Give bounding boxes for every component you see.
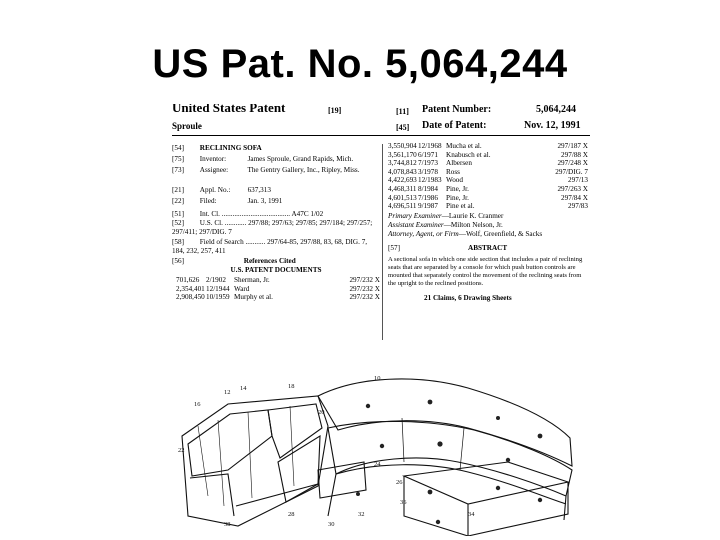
field-inventor: [75] Inventor: James Sproule, Grand Rapids, Mich. [172,155,354,163]
recliner-section [182,396,328,526]
pattern-dot [428,490,433,495]
abstract-heading: ABSTRACT [468,244,508,252]
upholstery-pattern [356,400,542,525]
ref-numeral: 12 [224,389,231,396]
us-docs-heading: U.S. PATENT DOCUMENTS [230,266,322,274]
ref-numeral: 24 [374,461,381,468]
right-reference-row: 3,561,170 6/1971 Knabusch et al. 297/88 X [388,150,588,159]
pattern-dot [436,520,440,524]
sofa-back [318,379,572,466]
ref-numeral: 34 [468,511,475,518]
field-int-cl: [51] Int. Cl. ...................................... A47C 1/02 [172,210,324,218]
number-label: Patent Number: [422,104,492,115]
ref-numeral: 16 [194,401,201,408]
field-refs-cited: [56] References Cited [172,257,296,265]
attorney: Attorney, Agent, or Firm—Wolf, Greenfield, & Sacks [388,230,543,238]
pattern-dot [356,492,360,496]
ref-numeral: 22 [178,447,185,454]
date-code: [45] [396,123,410,132]
sofa-drawing [168,366,592,536]
pattern-dot [437,441,442,446]
footrest-1 [190,474,234,516]
pattern-dot [496,416,500,420]
date-label: Date of Patent: [422,120,487,131]
ref-numeral: 14 [240,385,247,392]
patent-office: United States Patent [172,104,286,115]
ref-numeral: 18 [288,383,295,390]
reference-numerals [178,375,475,528]
office-code: [19] [328,106,342,115]
right-reference-row: 4,601,513 7/1986 Pine, Jr. 297/84 X [388,193,588,202]
pattern-dot [380,444,384,448]
pattern-dot [496,486,500,490]
column-divider [382,144,383,340]
number-code: [11] [396,107,409,116]
ref-numeral: 10 [374,375,381,382]
primary-examiner: Primary Examiner—Laurie K. Cranmer [388,212,504,220]
header-rule [172,135,590,136]
pattern-dot [538,434,543,439]
slide-title: US Pat. No. 5,064,244 [152,42,568,86]
abstract-code: [57] [388,244,400,252]
field-appl-no: [21] Appl. No.: 637,313 [172,186,271,194]
right-reference-row: 3,550,904 12/1968 Mucha et al. 297/187 X [388,142,588,150]
ref-numeral: 28 [288,511,295,518]
footrest-2 [278,436,320,502]
ref-numeral: 38 [224,521,231,528]
right-reference-row: 3,744,812 7/1973 Albersen 297/248 X [388,159,588,168]
right-reference-row: 4,422,693 12/1983 Wood 297/13 [388,176,588,185]
right-reference-row: 4,468,311 8/1984 Pine, Jr. 297/263 X [388,185,588,193]
right-reference-row: 4,696,511 9/1987 Pine et al. 297/83 [388,202,588,211]
ref-numeral: 20 [318,409,325,416]
sofa-outline [182,379,572,536]
ref-numeral: 30 [328,521,335,528]
base-rail [236,484,318,506]
inventor-short: Sproule [172,121,202,131]
pattern-dot [538,498,542,502]
chaise-sides [404,476,568,536]
assistant-examiner: Assistant Examiner—Milton Nelson, Jr. [388,221,503,229]
sofa-seat [328,421,572,496]
field-us-cl: [52] U.S. Cl. ............ 297/88; 297/63; 297/85; 297/184; 297/257; 297/411; 297/DIG. 7 [172,219,373,236]
ref-numeral: 36 [400,499,407,506]
left-reference-row: 2,908,450 10/1959 Murphy et al. 297/232 X [176,293,380,302]
abstract-text: A sectional sofa in which one side section that includes a pair of reclining seats that are separated by a console for which push button controls are mounted that separately control the movement of the reclining seats from the upright to the reclined positions. [388,256,583,287]
field-search: [58] Field of Search ........... 297/64-85, 297/88, 83, 68, DIG. 7, 184, 232, 257, 411 [172,238,368,255]
ref-numeral: 26 [396,479,403,486]
claims-line: 21 Claims, 6 Drawing Sheets [424,294,512,302]
patent-date: Nov. 12, 1991 [524,120,581,131]
pattern-dot [506,458,510,462]
field-filed: [22] Filed: Jan. 3, 1991 [172,197,283,205]
left-reference-row: 701,626 2/1902 Sherman, Jr. 297/232 X [176,276,380,284]
pattern-dot [366,404,370,408]
patent-number: 5,064,244 [536,104,576,115]
right-reference-row: 4,078,843 3/1978 Ross 297/DIG. 7 [388,167,588,176]
field-assignee: [73] Assignee: The Gentry Gallery, Inc., Ripley, Miss. [172,166,360,174]
ref-numeral: 32 [358,511,365,518]
recliner-seat-2 [268,404,322,458]
left-reference-row: 2,354,401 12/1944 Ward 297/232 X [176,284,380,293]
pattern-dot [428,400,433,405]
field-title: [54] RECLINING SOFA [172,144,262,152]
